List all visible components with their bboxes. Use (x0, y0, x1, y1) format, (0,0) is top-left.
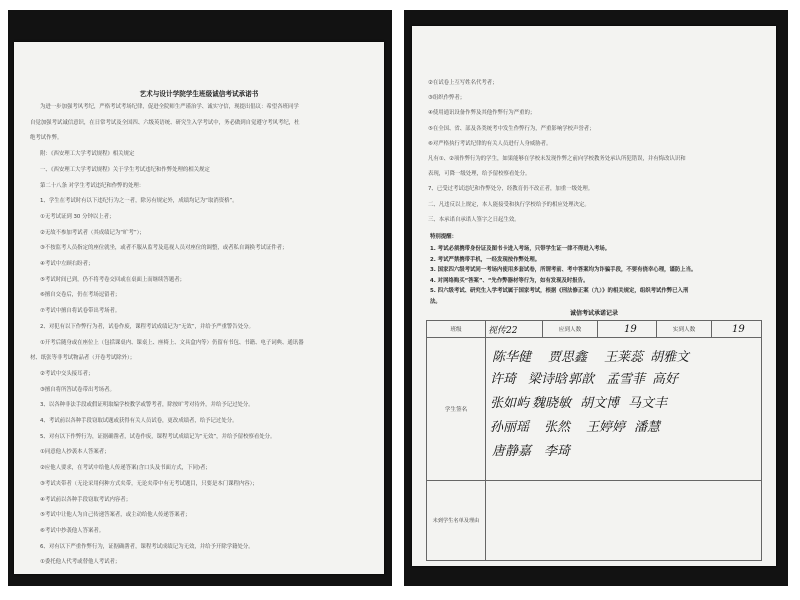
left-document-page (14, 42, 384, 574)
signature-name: 贾思鑫 (548, 350, 588, 365)
left-line: ③不按监考人员指定的座位就坐，或者不服从监考及巡视人员对座位的调整，或者私自调换考试证件者； (40, 245, 288, 252)
right-line: 表现，可降一级处理，给予留校察看处分。 (428, 171, 531, 178)
left-line: 材、纸张等非考试物品者（开卷考试除外）； (30, 355, 136, 362)
left-line: 2、对犯有以下作弊行为者，试卷作废，课程考试成绩记为“无效”，并给予严重警告处分。 (40, 323, 254, 330)
signature-name: 胡文博 (580, 396, 620, 411)
right-line: ③组织作弊者； (428, 95, 466, 102)
left-line: ④考试前以各种手段窃取考试内容者； (40, 496, 132, 503)
left-line: 4、考试前以各种手段窃取试题或获得有关人员试卷，更改成绩者，给予记过处分。 (40, 418, 238, 424)
reminder-line: 1. 考试必须携带身份证及图书卡进入考场，只带学生证一律不得进入考场。 (430, 246, 611, 252)
reminder-line: 3. 国家四六级考试同一考场内使用多套试卷，所谓考前、考中答案均为诈骗手段，不要有侥幸心理，谨防上当。 (430, 267, 697, 274)
right-line: 凡有①、②项作弊行为的学生，如果能够在学校未发现作弊之前向学校教务处承认所犯错误，并有悔改认识和 (428, 156, 686, 162)
left-photo (8, 10, 392, 586)
signature-label: 学生签名 (427, 338, 486, 481)
right-photo (404, 10, 788, 586)
left-line: ③擅自将所答试卷带出考场者。 (40, 386, 115, 393)
actual-count-label: 实到人数 (657, 321, 712, 338)
left-line: 一、《西安理工大学考试规程》关于学生考试违纪和作弊处理的相关规定 (40, 166, 210, 173)
left-line: 5、对有以下作弊行为，证据确凿者，试卷作废，课程考试成绩记为“无效”，并给予留校察看处分。 (40, 433, 276, 440)
right-line: ⑤在全国、省、部及各类统考中发生作弊行为，严重影响学校声誉者； (428, 125, 595, 132)
left-line: ③考试夹带者（无论采用何种方式夹带，无论夹带中有无考试题目，只要是本门课程内容）； (40, 480, 258, 487)
signature-name: 唐静嘉 (492, 444, 532, 459)
absent-list-area (486, 481, 762, 561)
left-line: ①委托他人代考或替他人考试者； (40, 559, 121, 566)
left-line: ①同意他人抄袭本人答案者； (40, 449, 110, 456)
signature-name: 张如屿 (490, 396, 530, 411)
left-line: ⑥考试中抄袭他人答案者。 (40, 527, 105, 534)
signature-name: 魏晓敏 (532, 396, 572, 411)
right-line: ②在试卷上互写姓名代考者； (428, 80, 498, 86)
left-line: 自觉加强考试诚信意识，在日常考试及全国四、六级英语统、研究生入学考试中，务必做到自觉遵守考风考纪，杜 (30, 119, 300, 126)
left-line: 第二十八条 对学生考试违纪和作弊的处理： (40, 182, 145, 189)
left-line: 绝考试作弊。 (30, 135, 63, 142)
right-line: ④使用通讯设备作弊及其他作弊行为严重的； (428, 110, 536, 117)
left-line: 6、对有以下严重作弊行为，证据确凿者，课程考试成绩记为无效，并给予开除学籍处分。 (40, 543, 254, 550)
reminder-line: 5. 四六级考试、研究生入学考试属于国家考试，根据《刑法修正案（九）》的相关规定，组织考试作弊已入刑 (430, 288, 689, 295)
absent-list-label: 未到学生名单及理由 (427, 481, 486, 561)
right-line: 7、已受过考试违纪和作弊处分，经教育仍不改正者，加重一级处理。 (428, 186, 594, 193)
signature-name: 马文丰 (628, 396, 668, 411)
left-line: ①无考试证到 30 分钟以上者； (40, 213, 115, 220)
signature-name: 许琦 (490, 372, 517, 387)
left-line: ⑤考试时间已到，仍不将考卷交回或在桌面上而继续答题者； (40, 276, 185, 283)
signature-name: 张然 (544, 420, 571, 435)
signature-name: 高好 (652, 372, 679, 387)
class-value: 视传22 (486, 321, 543, 338)
left-line: 3、以各种非法手段或假证明取编学校教学或警考者，除按旷考对待外，并给予记过处分。 (40, 402, 254, 409)
reminder-line: 2. 考试严禁携带手机，一经发现按作弊处理。 (430, 256, 541, 263)
signature-name: 郭歆 (568, 372, 595, 387)
left-line: ②考试中交头接耳者； (40, 370, 94, 377)
left-line: ⑦考试中擅自将试卷带出考场者。 (40, 308, 121, 315)
right-document-page (412, 26, 776, 566)
reminders-title: 特别提醒： (430, 234, 457, 240)
signature-name: 王婷婷 (586, 420, 626, 435)
right-line: 二、凡违反以上规定，本人能接受和执行学校给予的相应处理决定。 (428, 201, 590, 208)
signature-name: 孙丽瑶 (490, 420, 530, 435)
document-title: 艺术与设计学院学生班级诚信考试承诺书 (139, 90, 259, 98)
expected-count-label: 应到人数 (543, 321, 598, 338)
left-line: 为进一步加强考风考纪，严格考试考场纪律，促进全院师生严谨治学、诚实守信，现提出倡议：希望各班同学 (40, 104, 299, 110)
signature-name: 梁诗晗 (528, 372, 568, 387)
reminder-line: 4. 对网络购买“答案”、“先作弊器材等行为，如有发现及时报告。 (430, 277, 589, 284)
expected-count-value: 19 (598, 321, 657, 338)
left-line: 1、学生在考试时有以下违纪行为之一者，除另有规定外，成绩均记为“取消资格”。 (40, 198, 238, 205)
left-line: ②无故不参加考试者（其成绩记为“旷考”）； (40, 229, 145, 236)
right-line: 三、本承诺自承诺人签字之日起生效。 (428, 216, 520, 223)
left-line: ⑤考试中让他人为自己传递答案者，或主动给他人传递答案者； (40, 512, 191, 519)
actual-count-value: 19 (712, 321, 762, 338)
right-line: ⑥对严格执行考试纪律的有关人员进行人身威胁者。 (428, 140, 552, 147)
left-line: ④考试中左顾右盼者； (40, 261, 94, 267)
signature-name: 潘慧 (634, 420, 661, 435)
signature-name: 李琦 (544, 444, 571, 459)
signature-name: 胡雅文 (650, 350, 690, 365)
signature-name: 陈华健 (492, 350, 532, 365)
left-line: ⑥擅自交卷后，仍在考场逗留者； (40, 292, 121, 299)
signature-name: 王莱蕊 (604, 350, 644, 365)
signature-name: 孟雪菲 (606, 372, 646, 387)
handwritten-signatures (482, 342, 762, 482)
reminder-line: 法。 (430, 299, 441, 305)
left-line: ②应他人要求，在考试中给他人传递答案(含口头及书面方式，下同)者； (40, 465, 211, 472)
left-line: 附：《西安理工大学考试规程》相关规定 (40, 151, 135, 158)
class-label: 班级 (427, 321, 486, 338)
left-line: ①开考后随身或在座位上（包括课桌内、课桌上、座椅上、文具盒内等）仍留有书包、书籍、电子词典、通讯器 (40, 339, 304, 346)
record-title: 诚信考试承诺记录 (569, 310, 618, 317)
